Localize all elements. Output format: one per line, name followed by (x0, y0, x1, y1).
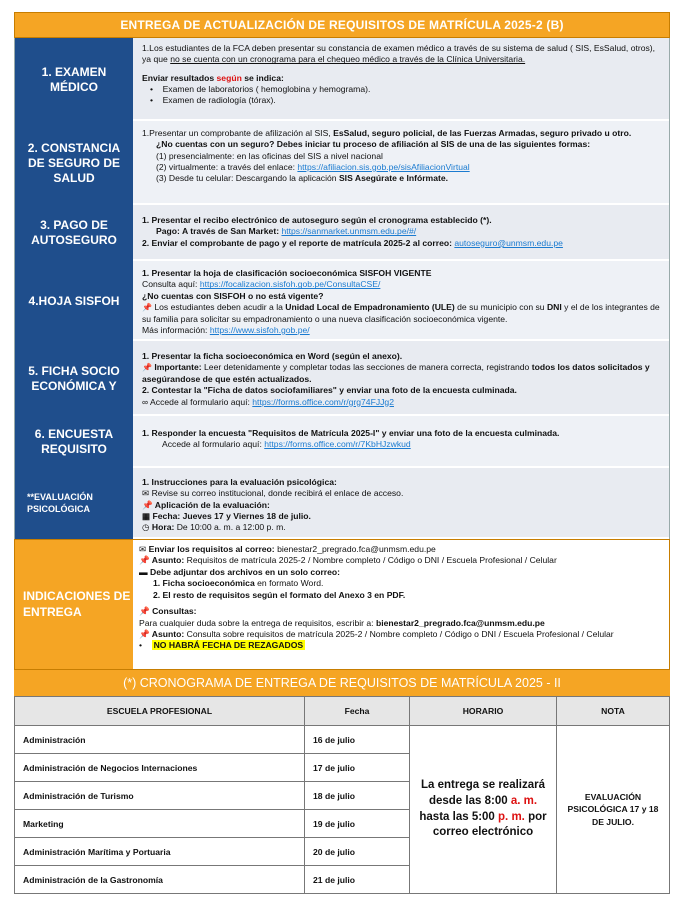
question: ¿No cuentas con SISFOH o no está vigente? (142, 290, 324, 301)
requirement-row-survey (14, 416, 670, 468)
requirement-row-medical-exam (14, 38, 670, 121)
requirement-body (133, 341, 669, 416)
paragraph: ▦ Fecha: Jueves 17 y Viernes 18 de julio. (142, 511, 311, 522)
paragraph: ✉ Revise su correo institucional, donde recibirá el enlace de acceso. (142, 488, 404, 499)
paragraph: 1. Presentar el recibo electrónico de autoseguro según el cronograma establecido (*). (142, 215, 492, 225)
paragraph: Consulta aquí: https://focalizacion.sisfoh.gob.pe/ConsultaCSE/ (142, 279, 381, 290)
date-cell: 16 de julio (305, 726, 410, 754)
school-cell: Marketing (15, 810, 305, 838)
requirement-label: **EVALUACIÓN PSICOLÓGICA (15, 468, 133, 539)
mail-icon: ✉ (142, 488, 150, 499)
school-cell: Administración de Negocios Internaciones (15, 754, 305, 782)
paragraph: 📌 Importante: Leer detenidamente y completar todas las secciones de manera correcta, registrando todos los datos solicitados y asegúrandose de que estén actualizados. (142, 362, 650, 384)
school-cell: Administración (15, 726, 305, 754)
paragraph: ◷ Hora: De 10:00 a. m. a 12:00 p. m. (142, 522, 286, 533)
date-cell: 18 de julio (305, 782, 410, 810)
requirement-label: 1. EXAMEN MÉDICO (15, 38, 133, 121)
calendar-icon: ▦ (142, 511, 151, 522)
paragraph: 📌 Los estudiantes deben acudir a la Unidad Local de Empadronamiento (ULE) de su municipio con su DNI y el de los integrantes de su familia para solicitar su empadronamiento o una nueva clasificación socioeconómica vigente. (142, 302, 660, 324)
pushpin-icon: 📌 (139, 555, 150, 566)
schedule-title: (*) CRONOGRAMA DE ENTREGA DE REQUISITOS DE MATRÍCULA 2025 - II (14, 670, 670, 696)
delivery-body (133, 540, 669, 669)
requirement-label: 6. ENCUESTA REQUISITO (15, 416, 133, 468)
requirements-table (14, 38, 670, 539)
requirement-row-sisfoh (14, 261, 670, 341)
pushpin-icon: 📌 (142, 499, 153, 510)
question: ¿No cuentas con un seguro? Debes iniciar tu proceso de afiliación al SIS de una de las siguientes formas: (156, 139, 591, 150)
paragraph: 📌 Asunto: Requisitos de matrícula 2025-2 / Nombre completo / Código o DNI / Escuela Profesional / Celular (139, 555, 557, 566)
pushpin-icon: 📌 (139, 628, 150, 639)
pushpin-icon: 📌 (142, 303, 152, 313)
sisfoh-info-link[interactable]: https://www.sisfoh.gob.pe/ (209, 324, 310, 335)
paragraph: Más información: https://www.sisfoh.gob.pe/ (142, 324, 310, 335)
sisfoh-consulta-link[interactable]: https://focalizacion.sisfoh.gob.pe/ConsultaCSE/ (199, 279, 381, 290)
school-cell: Administración de la Gastronomía (15, 866, 305, 894)
list-item: 1. Ficha socioeconómica en formato Word. (153, 578, 324, 589)
ficha-form-link[interactable]: https://forms.office.com/r/grg74FJJg2 (252, 396, 394, 407)
pushpin-icon: 📌 (139, 606, 150, 617)
document-title: ENTREGA DE ACTUALIZACIÓN DE REQUISITOS DE MATRÍCULA 2025-2 (B) (14, 12, 670, 38)
requirement-body (133, 121, 669, 205)
list-item: • Examen de laboratorios ( hemoglobina y hemograma). (150, 84, 371, 95)
paragraph: 1. Instrucciones para la evaluación psicológica: (142, 477, 337, 487)
paragraph: Accede al formulario aquí: https://forms.office.com/r/7KbHJzwkud (162, 439, 411, 450)
school-cell: Administración de Turismo (15, 782, 305, 810)
requirement-label: 5. FICHA SOCIO ECONÓMICA Y (15, 341, 133, 416)
column-header: HORARIO (410, 697, 557, 726)
column-header: Fecha (305, 697, 410, 726)
list-item: 2. El resto de requisitos según el formato del Anexo 3 en PDF. (153, 589, 406, 600)
requirement-body (133, 261, 669, 341)
column-header: ESCUELA PROFESIONAL (15, 697, 305, 726)
paragraph: ✉ Enviar los requisitos al correo: bienestar2_pregrado.fca@unmsm.edu.pe (139, 544, 436, 554)
option: (3) Desde tu celular: Descargando la aplicación SIS Asegúrate e Infórmate. (156, 173, 448, 184)
schedule-table (14, 696, 670, 894)
sis-link[interactable]: https://afiliacion.sis.gob.pe/sisAfiliacionVirtual (297, 162, 470, 173)
paragraph: ∞ Accede al formulario aquí: https://forms.office.com/r/grg74FJJg2 (142, 396, 394, 407)
requirement-body (133, 468, 669, 539)
consult-email[interactable]: bienestar2_pregrado.fca@unmsm.edu.pe (375, 617, 545, 628)
date-cell: 19 de julio (305, 810, 410, 838)
requirement-row-health-insurance (14, 121, 670, 205)
paragraph: 📌 Consultas: (139, 606, 197, 617)
clock-icon: ◷ (142, 522, 150, 533)
paragraph: 📌 Aplicación de la evaluación: (142, 499, 270, 510)
date-cell: 21 de julio (305, 866, 410, 894)
date-cell: 17 de julio (305, 754, 410, 782)
requirement-row-socioeconomic-form (14, 341, 670, 416)
no-late-notice: NO HABRÁ FECHA DE REZAGADOS (153, 640, 304, 651)
schedule-hours-cell: La entrega se realizará desde las 8:00 a. m. hasta las 5:00 p. m. por correo electrónico (410, 726, 557, 894)
paragraph: • NO HABRÁ FECHA DE REZAGADOS (139, 640, 304, 651)
requirement-body (133, 416, 669, 468)
paragraph: 1. Presentar la hoja de clasificación socioeconómica SISFOH VIGENTE (142, 268, 432, 278)
option: (2) virtualmente: a través del enlace: https://afiliacion.sis.gob.pe/sisAfiliacionVirtual (156, 162, 470, 173)
requirement-row-psych-eval (14, 468, 670, 539)
note-cell: EVALUACIÓN PSICOLÓGICA 17 y 18 DE JULIO. (557, 726, 670, 894)
requirement-label: 4.HOJA SISFOH (15, 261, 133, 341)
schedule-header-row (15, 697, 670, 726)
requirement-row-self-insurance (14, 205, 670, 261)
paragraph: ▬ Debe adjuntar dos archivos en un solo correo: (139, 566, 341, 577)
paragraph: 1. Responder la encuesta "Requisitos de Matrícula 2025-I" y enviar una foto de la encuesta culminada. (142, 428, 560, 438)
paragraph: 1. Presentar la ficha socioeconómica en Word (según el anexo). (142, 351, 403, 361)
folder-icon: ▬ (139, 566, 148, 577)
delivery-email[interactable]: bienestar2_pregrado.fca@unmsm.edu.pe (277, 544, 436, 554)
paragraph: 1.Los estudiantes de la FCA deben presentar su constancia de examen médico a través de su sistema de salud ( SIS, EsSalud, otros), ya que no se cuenta con un cronograma para el chequeo médico a través de la Clínica Universitaria. (142, 43, 656, 65)
delivery-instructions (14, 539, 670, 670)
option: (1) presencialmente: en las oficinas del SIS a nivel nacional (156, 150, 383, 161)
delivery-label: INDICACIONES DE ENTREGA (15, 540, 133, 669)
paragraph: 2. Contestar la "Ficha de datos sociofamiliares" y enviar una foto de la encuesta culminada. (142, 385, 517, 396)
requirement-body (133, 38, 669, 121)
survey-form-link[interactable]: https://forms.office.com/r/7KbHJzwkud (264, 439, 411, 450)
requirement-body (133, 205, 669, 261)
requirement-label: 2. CONSTANCIA DE SEGURO DE SALUD (15, 121, 133, 205)
paragraph: 2. Enviar el comprobante de pago y el reporte de matrícula 2025-2 al correo: autoseguro@unmsm.edu.pe (142, 237, 563, 248)
school-cell: Administración Marítima y Portuaria (15, 838, 305, 866)
pushpin-icon: 📌 (142, 363, 152, 373)
mail-icon: ✉ (139, 544, 147, 554)
table-row (15, 726, 670, 754)
list-item: • Examen de radiología (tórax). (150, 95, 276, 106)
paragraph: Pago: A través de San Market: https://sanmarket.unmsm.edu.pe/#/ (156, 226, 417, 237)
column-header: NOTA (557, 697, 670, 726)
sanmarket-link[interactable]: https://sanmarket.unmsm.edu.pe/#/ (281, 226, 417, 237)
paragraph: 📌 Asunto: Consulta sobre requisitos de matrícula 2025-2 / Nombre completo / Código o DNI / Escuela Profesional / Celular (139, 628, 614, 639)
document (14, 12, 670, 894)
link-icon: ∞ (142, 396, 149, 407)
paragraph: 1.Presentar un comprobante de afilización al SIS, EsSalud, seguro policial, de las Fuerzas Armadas, seguro privado u otro. (142, 128, 632, 138)
requirement-label: 3. PAGO DE AUTOSEGURO (15, 205, 133, 261)
send-line: Enviar resultados según se indica: (142, 72, 284, 83)
date-cell: 20 de julio (305, 838, 410, 866)
paragraph: Para cualquier duda sobre la entrega de requisitos, escribir a: bienestar2_pregrado.fca@unmsm.edu.pe (139, 617, 545, 628)
autoseguro-email-link[interactable]: autoseguro@unmsm.edu.pe (454, 237, 563, 248)
